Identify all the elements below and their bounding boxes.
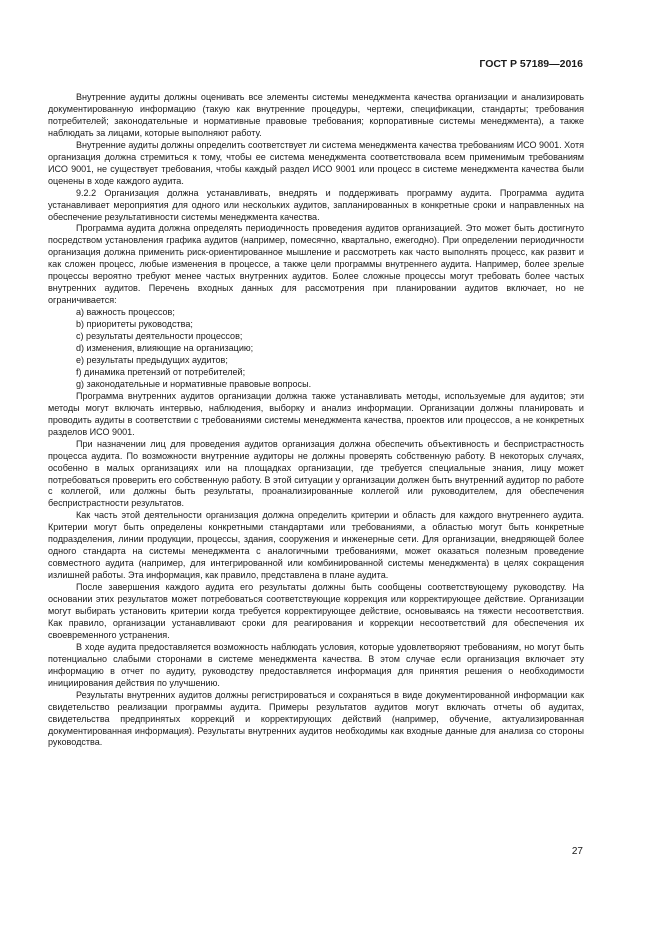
list-item: g) законодательные и нормативные правовые вопросы. — [76, 378, 312, 389]
paragraph: При назначении лиц для проведения аудитов организация должна обеспечить объективность и беспристрастность процесса аудита. По возможности внутренние аудиторы не должны проверять собственную работу. В некоторых случаях, особенно в малых организациях или на площадках организации, где требуется специальные знания, лицу может потребоваться проверить его собственную работу. В этой ситуации у организации должен быть внутренний аудитор по работе с коллегой, или должны быть результаты, проанализированные коллегой или руководителем, для обеспечения беспристрастности результатов. — [48, 438, 584, 509]
document-body — [48, 92, 584, 749]
document-header: ГОСТ Р 57189—2016 — [479, 58, 583, 70]
paragraph: Внутренние аудиты должны определить соответствует ли система менеджмента качества требованиям ИСО 9001. Хотя организация должна стремиться к тому, чтобы ее система менеджмента соответствовала всем применимым требованиям ИСО 9001, не существует требования, чтобы каждый раздел ИСО 9001 или процесс в системе менеджмента качества были оценены в ходе каждого аудита. — [48, 139, 584, 186]
list-item: e) результаты предыдущих аудитов; — [76, 354, 228, 365]
paragraph: 9.2.2 Организация должна устанавливать, внедрять и поддерживать программу аудита. Программа аудита устанавливает мероприятия для одного или нескольких аудитов, запланированных в конкретные сроки и направленных на обеспечение результативности системы менеджмента качества. — [48, 187, 584, 222]
paragraph: После завершения каждого аудита его результаты должны быть сообщены соответствующему руководству. На основании этих результатов может потребоваться соответствующие коррекция или корректирующее действие. Организации могут выбирать установить критерии когда требуется корректирующее действие, основываясь на тяжести несоответствия. Как правило, организации устанавливают сроки для реагирования и коррекции несоответствий для обеспечения их своевременного устранения. — [48, 582, 584, 640]
paragraph: Внутренние аудиты должны оценивать все элементы системы менеджмента качества организации и анализировать документированную информацию (такую как внутренние процедуры, чертежи, спецификации, стандарты; требования потребителей; законодательные и нормативные правовые требования; корпоративные системы менеджмента), а также наблюдать за лицами, которые выполняют работу. — [48, 92, 584, 138]
paragraph: Как часть этой деятельности организация должна определить критерии и область для каждого внутреннего аудита. Критерии могут быть определены конкретными стандартами или требованиями, а областью могут быть конкретные подразделения, линии продукции, процессы, здания, сооружения и инженерные сети. Для организации, внедряющей более одного стандарта на системы менеджмента с аналогичными требованиями, может оказаться полезным проведение совместного аудита (например, для интегрированной или комбинированной системы менеджмента) в целях сокращения излишней работы. Эта информация, как правило, представлена в плане аудита. — [48, 510, 584, 581]
list-item: c) результаты деятельности процессов; — [76, 331, 243, 342]
paragraph: Результаты внутренних аудитов должны регистрироваться и сохраняться в виде документированной информации как свидетельство реализации программы аудита. Примеры результатов аудитов могут включать отчеты об аудитах, свидетельства предпринятых коррекций и корректирующих действий (например, обучение, актуализированная документированная информация). Результаты внутренних аудитов необходимы как входные данные для анализа со стороны руководства. — [48, 689, 584, 748]
list-item: a) важность процессов; — [76, 307, 175, 318]
list-item: d) изменения, влияющие на организацию; — [76, 343, 254, 354]
paragraph: Программа аудита должна определять периодичность проведения аудитов организацией. Это может быть достигнуто посредством установления графика аудитов (например, помесячно, квартально, ежегодно). При определении периодичности организация должна применить риск-ориентированное мышление и рассмотреть как часто выполнять процесс, как развит и как сложен процесс, любые изменения в процессе, а также цели программы внутреннего аудита. Например, более зрелые процессы вероятно требуют менее частых внутренних аудитов. Более сложные процессы могут требовать более частых внутренних аудитов. Перечень входных данных для рассмотрения при планировании аудитов включает, но не ограничивается: — [48, 223, 584, 306]
paragraph: Программа внутренних аудитов организации должна также устанавливать методы, используемые для аудитов; эти методы могут включать интервью, наблюдения, выборку и анализ информации. Организации должны планировать и проводить аудиты в соответствии с требованиями системы менеджмента качества, проектов или процессов, а не конкретных разделов ИСО 9001. — [48, 390, 584, 437]
page-number: 27 — [571, 846, 583, 857]
list-item: f) динамика претензий от потребителей; — [76, 366, 246, 377]
list-item: b) приоритеты руководства; — [76, 319, 193, 330]
paragraph: В ходе аудита предоставляется возможность наблюдать условия, которые удовлетворяют требованиям, но могут быть потенциально слабыми сторонами в системе менеджмента качества. В этом случае если организация включает эту информацию в отчет по аудиту, руководству предоставляется информация для принятия решения о необходимости инициирования действия по улучшению. — [48, 641, 584, 688]
